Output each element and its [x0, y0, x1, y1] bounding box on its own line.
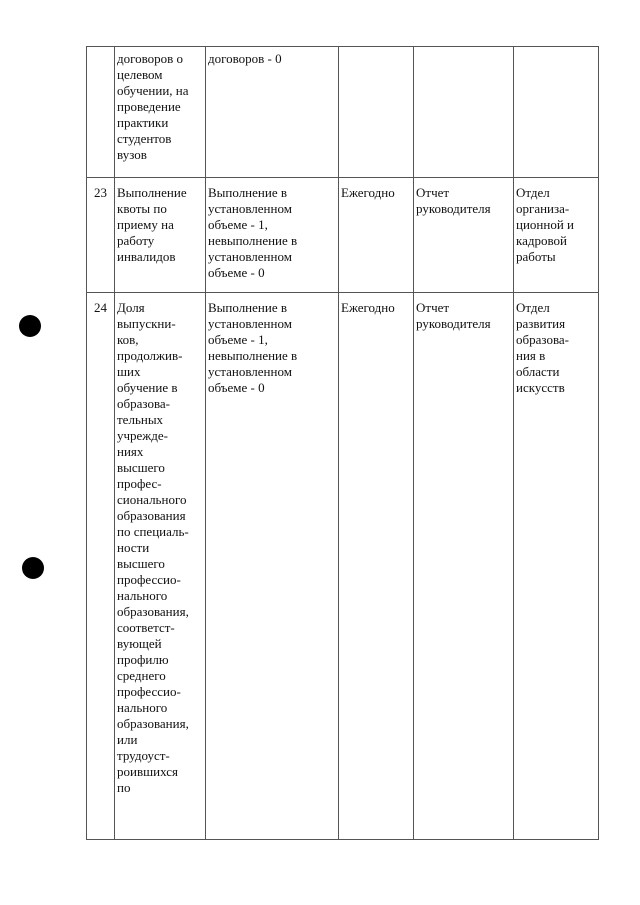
value-cell: Выполнение в установленном объеме - 1, невыполнение в установленном объеме - 0	[206, 293, 339, 840]
responsible-cell	[514, 47, 599, 178]
period-cell: Ежегодно	[339, 293, 414, 840]
row-number: 23	[87, 178, 115, 293]
responsible-cell: Отдел организа- ционной и кадровой работы	[514, 178, 599, 293]
source-cell: Отчет руководителя	[414, 293, 514, 840]
source-cell: Отчет руководителя	[414, 178, 514, 293]
responsible-cell: Отдел развития образова- ния в области искусств	[514, 293, 599, 840]
period-cell: Ежегодно	[339, 178, 414, 293]
table-row	[87, 293, 599, 840]
source-cell	[414, 47, 514, 178]
value-cell: договоров - 0	[206, 47, 339, 178]
value-cell: Выполнение в установленном объеме - 1, невыполнение в установленном объеме - 0	[206, 178, 339, 293]
period-cell	[339, 47, 414, 178]
binder-hole-bottom	[22, 557, 44, 579]
table-row	[87, 178, 599, 293]
indicator-cell: Доля выпускни- ков, продолжив- ших обучение в образова- тельных учрежде- ниях высшего профес- сионального образования по специаль- ности высшего профессио- нального образования, соответст- вующей профилю среднего профессио- нального образования, или трудоуст- роившихся по	[115, 293, 206, 840]
indicator-table	[86, 46, 599, 840]
row-number	[87, 47, 115, 178]
table-row	[87, 47, 599, 178]
row-number: 24	[87, 293, 115, 840]
indicator-cell: договоров о целевом обучении, на проведение практики студентов вузов	[115, 47, 206, 178]
binder-hole-top	[19, 315, 41, 337]
indicator-cell: Выполнение квоты по приему на работу инвалидов	[115, 178, 206, 293]
